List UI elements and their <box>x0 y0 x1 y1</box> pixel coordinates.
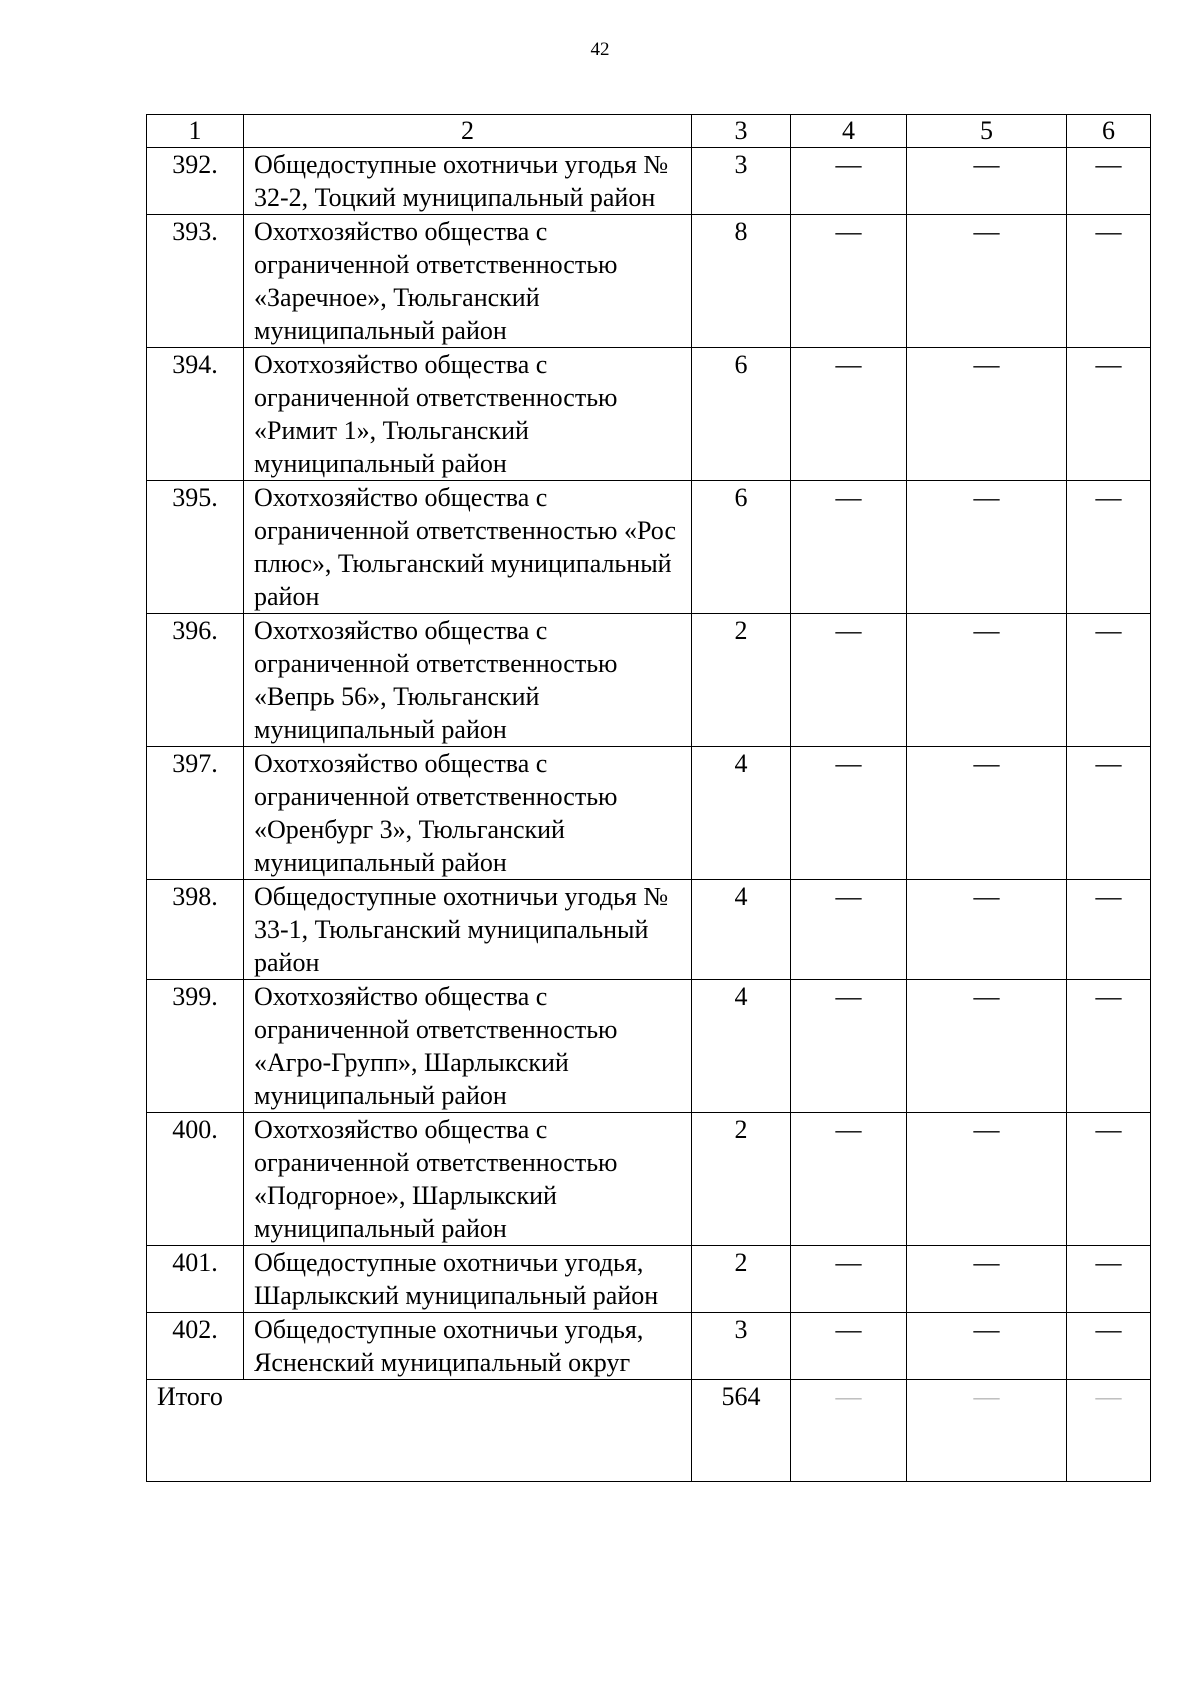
column-6-value: — <box>1067 747 1151 880</box>
column-header-2: 2 <box>244 115 692 148</box>
column-4-value: — <box>791 747 907 880</box>
hunting-ground-name: Охотхозяйство общества с ограниченной ответственностью «Заречное», Тюльганский муниципальный район <box>244 215 692 348</box>
table-row <box>147 614 1151 747</box>
hunting-ground-name: Общедоступные охотничьи угодья, Шарлыкский муниципальный район <box>244 1246 692 1313</box>
column-4-value: — <box>791 880 907 980</box>
column-3-value: 2 <box>692 1246 791 1313</box>
column-6-value: — <box>1067 980 1151 1113</box>
row-number: 400. <box>147 1113 244 1246</box>
hunting-ground-name: Охотхозяйство общества с ограниченной ответственностью «Рос плюс», Тюльганский муниципальный район <box>244 481 692 614</box>
column-5-value: — <box>907 747 1067 880</box>
column-3-value: 6 <box>692 348 791 481</box>
row-number: 398. <box>147 880 244 980</box>
column-6-value: — <box>1067 481 1151 614</box>
column-3-value: 4 <box>692 880 791 980</box>
column-3-value: 3 <box>692 148 791 215</box>
column-4-value: — <box>791 481 907 614</box>
column-3-value: 2 <box>692 1113 791 1246</box>
hunting-ground-name: Общедоступные охотничьи угодья № 32-2, Тоцкий муниципальный район <box>244 148 692 215</box>
table-row <box>147 747 1151 880</box>
column-5-value: — <box>907 614 1067 747</box>
table-row <box>147 1313 1151 1380</box>
column-3-value: 4 <box>692 980 791 1113</box>
column-3-value: 8 <box>692 215 791 348</box>
row-number: 392. <box>147 148 244 215</box>
column-5-value: — <box>907 980 1067 1113</box>
column-5-value: — <box>907 1313 1067 1380</box>
row-number: 395. <box>147 481 244 614</box>
hunting-ground-name: Охотхозяйство общества с ограниченной ответственностью «Агро-Групп», Шарлыкский муниципальный район <box>244 980 692 1113</box>
column-6-value: — <box>1067 148 1151 215</box>
column-header-3: 3 <box>692 115 791 148</box>
column-5-value: — <box>907 215 1067 348</box>
total-row <box>147 1380 1151 1482</box>
column-6-value: — <box>1067 348 1151 481</box>
column-header-1: 1 <box>147 115 244 148</box>
column-6-value: — <box>1067 614 1151 747</box>
column-5-value: — <box>907 1246 1067 1313</box>
column-4-value: — <box>791 980 907 1113</box>
table-row <box>147 980 1151 1113</box>
total-value: 564 <box>692 1380 791 1482</box>
column-4-value: — <box>791 148 907 215</box>
column-4-value: — <box>791 1313 907 1380</box>
column-4-value: — <box>791 1113 907 1246</box>
column-4-value: — <box>791 1246 907 1313</box>
row-number: 401. <box>147 1246 244 1313</box>
data-table <box>146 114 1151 1482</box>
column-6-value: — <box>1067 1113 1151 1246</box>
column-4-value: — <box>791 348 907 481</box>
column-header-4: 4 <box>791 115 907 148</box>
hunting-ground-name: Охотхозяйство общества с ограниченной ответственностью «Подгорное», Шарлыкский муниципальный район <box>244 1113 692 1246</box>
column-4-value: — <box>791 614 907 747</box>
total-label: Итого <box>147 1380 692 1482</box>
total-column-4-value: — <box>791 1380 907 1482</box>
hunting-ground-name: Охотхозяйство общества с ограниченной ответственностью «Римит 1», Тюльганский муниципальный район <box>244 348 692 481</box>
column-header-5: 5 <box>907 115 1067 148</box>
column-5-value: — <box>907 148 1067 215</box>
hunting-ground-name: Охотхозяйство общества с ограниченной ответственностью «Оренбург 3», Тюльганский муниципальный район <box>244 747 692 880</box>
hunting-ground-name: Общедоступные охотничьи угодья, Ясненский муниципальный округ <box>244 1313 692 1380</box>
row-number: 396. <box>147 614 244 747</box>
column-3-value: 6 <box>692 481 791 614</box>
table-row <box>147 1246 1151 1313</box>
column-6-value: — <box>1067 1246 1151 1313</box>
hunting-ground-name: Охотхозяйство общества с ограниченной ответственностью «Вепрь 56», Тюльганский муниципальный район <box>244 614 692 747</box>
table-row <box>147 880 1151 980</box>
column-6-value: — <box>1067 1313 1151 1380</box>
hunting-ground-name: Общедоступные охотничьи угодья № 33-1, Тюльганский муниципальный район <box>244 880 692 980</box>
row-number: 393. <box>147 215 244 348</box>
total-column-5-value: — <box>907 1380 1067 1482</box>
total-column-6-value: — <box>1067 1380 1151 1482</box>
row-number: 397. <box>147 747 244 880</box>
row-number: 399. <box>147 980 244 1113</box>
table-row <box>147 348 1151 481</box>
column-3-value: 4 <box>692 747 791 880</box>
table-row <box>147 148 1151 215</box>
column-6-value: — <box>1067 215 1151 348</box>
row-number: 394. <box>147 348 244 481</box>
column-5-value: — <box>907 1113 1067 1246</box>
column-5-value: — <box>907 880 1067 980</box>
table-row <box>147 481 1151 614</box>
column-4-value: — <box>791 215 907 348</box>
table-row <box>147 215 1151 348</box>
column-5-value: — <box>907 481 1067 614</box>
column-5-value: — <box>907 348 1067 481</box>
column-6-value: — <box>1067 880 1151 980</box>
column-header-6: 6 <box>1067 115 1151 148</box>
table-header-row <box>147 115 1151 148</box>
page-number: 42 <box>590 39 610 60</box>
row-number: 402. <box>147 1313 244 1380</box>
column-3-value: 3 <box>692 1313 791 1380</box>
column-3-value: 2 <box>692 614 791 747</box>
table-row <box>147 1113 1151 1246</box>
